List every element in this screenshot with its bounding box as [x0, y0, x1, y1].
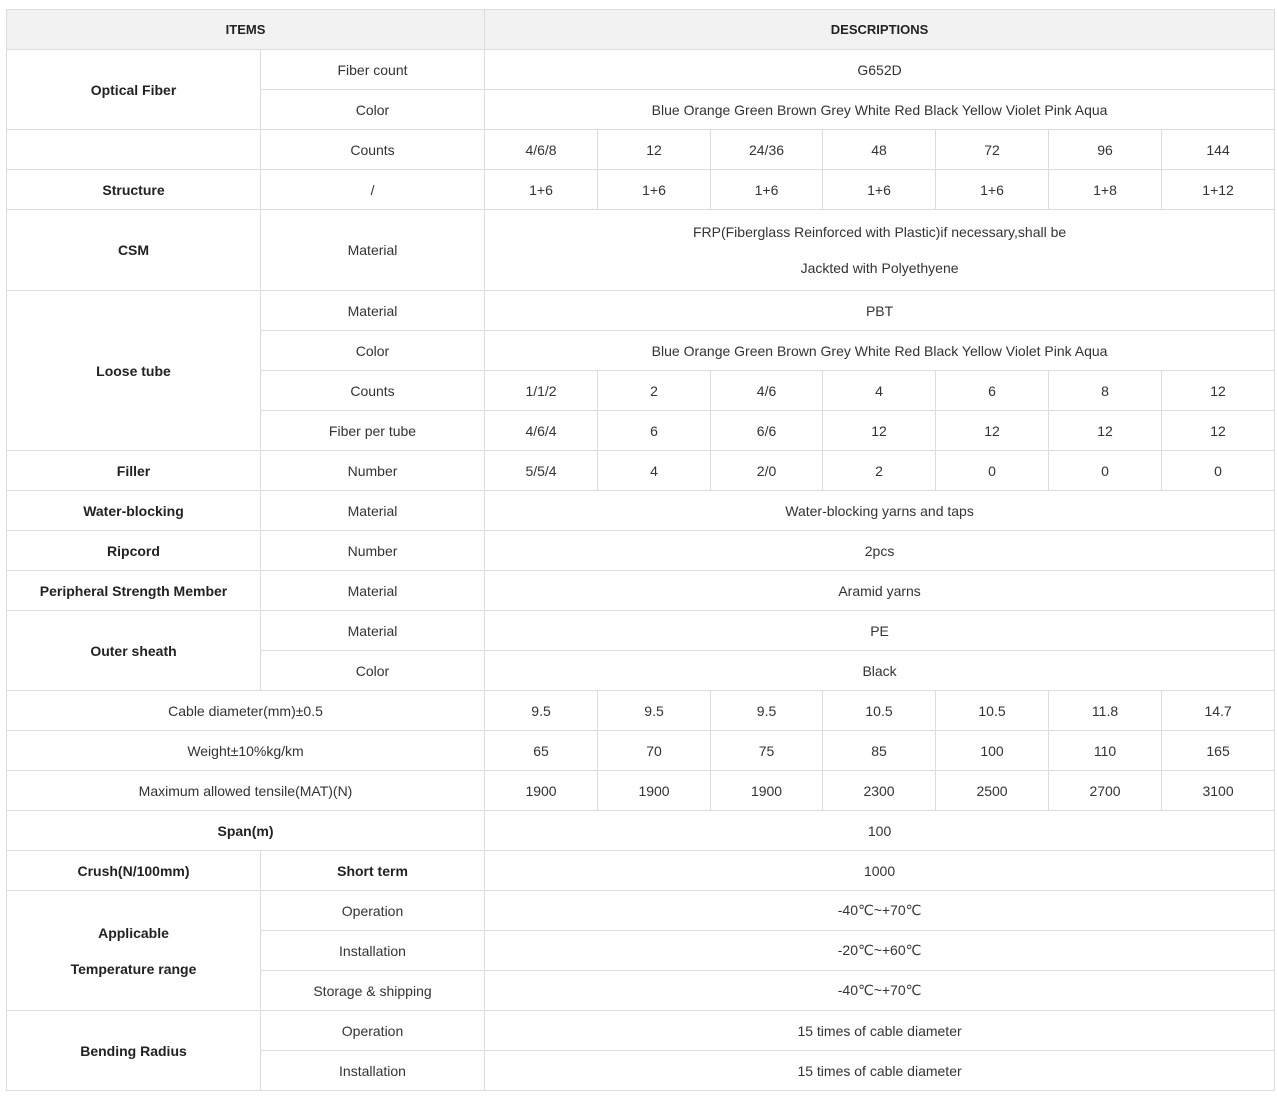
table-row: [7, 611, 1275, 651]
table-row: [7, 731, 1275, 771]
peripheral-value: Aramid yarns: [485, 571, 1275, 611]
span-value: 100: [485, 811, 1275, 851]
table-row: [7, 851, 1275, 891]
crush-sub: Short term: [261, 851, 485, 891]
outer-sheath-color-label: Color: [261, 651, 485, 691]
fiber-color-value: Blue Orange Green Brown Grey White Red Black Yellow Violet Pink Aqua: [485, 90, 1275, 130]
loose-tube-counts-label: Counts: [261, 371, 485, 411]
counts-value: 24/36: [711, 130, 823, 170]
descriptions-header: DESCRIPTIONS: [485, 10, 1275, 50]
cable-diameter-value: 11.8: [1049, 691, 1162, 731]
bending-operation-value: 15 times of cable diameter: [485, 1011, 1275, 1051]
structure-value: 1+6: [823, 170, 936, 210]
tensile-value: 3100: [1162, 771, 1275, 811]
water-blocking-label: Water-blocking: [7, 491, 261, 531]
temperature-label-line1: Applicable: [98, 924, 169, 941]
filler-value: 2/0: [711, 451, 823, 491]
table-row: [7, 291, 1275, 331]
spec-table: [6, 9, 1275, 1091]
loose-tube-label: Loose tube: [7, 291, 261, 451]
water-blocking-value: Water-blocking yarns and taps: [485, 491, 1275, 531]
structure-value: 1+6: [598, 170, 711, 210]
counts-value: 12: [598, 130, 711, 170]
counts-value: 144: [1162, 130, 1275, 170]
ripcord-value: 2pcs: [485, 531, 1275, 571]
loose-tube-material-label: Material: [261, 291, 485, 331]
table-row: [7, 891, 1275, 931]
fiber-per-tube-value: 6/6: [711, 411, 823, 451]
csm-value: [485, 210, 1275, 291]
water-blocking-sub: Material: [261, 491, 485, 531]
filler-value: 0: [1162, 451, 1275, 491]
filler-value: 0: [1049, 451, 1162, 491]
cable-diameter-value: 10.5: [823, 691, 936, 731]
cable-diameter-value: 9.5: [485, 691, 598, 731]
temperature-label-line2: Temperature range: [70, 960, 197, 977]
table-row: [7, 811, 1275, 851]
fiber-per-tube-value: 12: [936, 411, 1049, 451]
loose-tube-counts-value: 4/6: [711, 371, 823, 411]
table-row: [7, 50, 1275, 90]
temperature-storage-value: -40℃~+70℃: [485, 971, 1275, 1011]
counts-label: Counts: [261, 130, 485, 170]
temperature-installation-value: -20℃~+60℃: [485, 931, 1275, 971]
fiber-count-value: G652D: [485, 50, 1275, 90]
filler-sub: Number: [261, 451, 485, 491]
table-row: [7, 531, 1275, 571]
table-row: [7, 691, 1275, 731]
csm-label: CSM: [7, 210, 261, 291]
loose-tube-counts-value: 1/1/2: [485, 371, 598, 411]
temperature-installation-label: Installation: [261, 931, 485, 971]
crush-value: 1000: [485, 851, 1275, 891]
csm-value-line1: FRP(Fiberglass Reinforced with Plastic)if necessary,shall be: [692, 224, 1067, 240]
table-row: [7, 491, 1275, 531]
span-label: Span(m): [7, 811, 485, 851]
ripcord-label: Ripcord: [7, 531, 261, 571]
weight-value: 65: [485, 731, 598, 771]
tensile-value: 1900: [598, 771, 711, 811]
outer-sheath-color-value: Black: [485, 651, 1275, 691]
table-row: [7, 571, 1275, 611]
weight-label: Weight±10%kg/km: [7, 731, 485, 771]
outer-sheath-material-value: PE: [485, 611, 1275, 651]
csm-sub: Material: [261, 210, 485, 291]
cable-diameter-label: Cable diameter(mm)±0.5: [7, 691, 485, 731]
structure-value: 1+8: [1049, 170, 1162, 210]
loose-tube-material-value: PBT: [485, 291, 1275, 331]
tensile-value: 2700: [1049, 771, 1162, 811]
structure-value: 1+6: [711, 170, 823, 210]
csm-value-line2: Jackted with Polyethyene: [800, 260, 959, 276]
table-row: [7, 170, 1275, 210]
fiber-per-tube-value: 12: [823, 411, 936, 451]
cable-diameter-value: 9.5: [711, 691, 823, 731]
cable-diameter-value: 14.7: [1162, 691, 1275, 731]
bending-label: Bending Radius: [7, 1011, 261, 1091]
tensile-label: Maximum allowed tensile(MAT)(N): [7, 771, 485, 811]
crush-label: Crush(N/100mm): [7, 851, 261, 891]
filler-value: 5/5/4: [485, 451, 598, 491]
table-row: [7, 130, 1275, 170]
filler-value: 4: [598, 451, 711, 491]
cable-diameter-value: 10.5: [936, 691, 1049, 731]
header-row: [7, 10, 1275, 50]
counts-value: 96: [1049, 130, 1162, 170]
items-header: ITEMS: [7, 10, 485, 50]
loose-tube-color-value: Blue Orange Green Brown Grey White Red Black Yellow Violet Pink Aqua: [485, 331, 1275, 371]
fiber-count-label: Fiber count: [261, 50, 485, 90]
counts-value: 72: [936, 130, 1049, 170]
ripcord-sub: Number: [261, 531, 485, 571]
fiber-per-tube-value: 4/6/4: [485, 411, 598, 451]
peripheral-sub: Material: [261, 571, 485, 611]
temperature-operation-label: Operation: [261, 891, 485, 931]
tensile-value: 1900: [711, 771, 823, 811]
optical-fiber-label: Optical Fiber: [7, 50, 261, 130]
weight-value: 100: [936, 731, 1049, 771]
bending-operation-label: Operation: [261, 1011, 485, 1051]
structure-sub: /: [261, 170, 485, 210]
temperature-storage-label: Storage & shipping: [261, 971, 485, 1011]
structure-value: 1+6: [936, 170, 1049, 210]
outer-sheath-label: Outer sheath: [7, 611, 261, 691]
fiber-color-label: Color: [261, 90, 485, 130]
filler-label: Filler: [7, 451, 261, 491]
structure-value: 1+6: [485, 170, 598, 210]
outer-sheath-material-label: Material: [261, 611, 485, 651]
weight-value: 75: [711, 731, 823, 771]
loose-tube-counts-value: 12: [1162, 371, 1275, 411]
weight-value: 110: [1049, 731, 1162, 771]
loose-tube-counts-value: 2: [598, 371, 711, 411]
cable-diameter-value: 9.5: [598, 691, 711, 731]
loose-tube-counts-value: 6: [936, 371, 1049, 411]
counts-blank-cell: [7, 130, 261, 170]
counts-value: 48: [823, 130, 936, 170]
loose-tube-color-label: Color: [261, 331, 485, 371]
table-row: [7, 771, 1275, 811]
fiber-per-tube-value: 12: [1049, 411, 1162, 451]
tensile-value: 1900: [485, 771, 598, 811]
bending-installation-label: Installation: [261, 1051, 485, 1091]
table-row: [7, 451, 1275, 491]
counts-value: 4/6/8: [485, 130, 598, 170]
loose-tube-counts-value: 4: [823, 371, 936, 411]
temperature-operation-value: -40℃~+70℃: [485, 891, 1275, 931]
filler-value: 0: [936, 451, 1049, 491]
filler-value: 2: [823, 451, 936, 491]
table-row: [7, 210, 1275, 291]
structure-label: Structure: [7, 170, 261, 210]
fiber-per-tube-value: 12: [1162, 411, 1275, 451]
fiber-per-tube-label: Fiber per tube: [261, 411, 485, 451]
weight-value: 70: [598, 731, 711, 771]
temperature-label: [7, 891, 261, 1011]
peripheral-label: Peripheral Strength Member: [7, 571, 261, 611]
structure-value: 1+12: [1162, 170, 1275, 210]
weight-value: 165: [1162, 731, 1275, 771]
bending-installation-value: 15 times of cable diameter: [485, 1051, 1275, 1091]
fiber-per-tube-value: 6: [598, 411, 711, 451]
tensile-value: 2500: [936, 771, 1049, 811]
table-row: [7, 1011, 1275, 1051]
weight-value: 85: [823, 731, 936, 771]
loose-tube-counts-value: 8: [1049, 371, 1162, 411]
tensile-value: 2300: [823, 771, 936, 811]
